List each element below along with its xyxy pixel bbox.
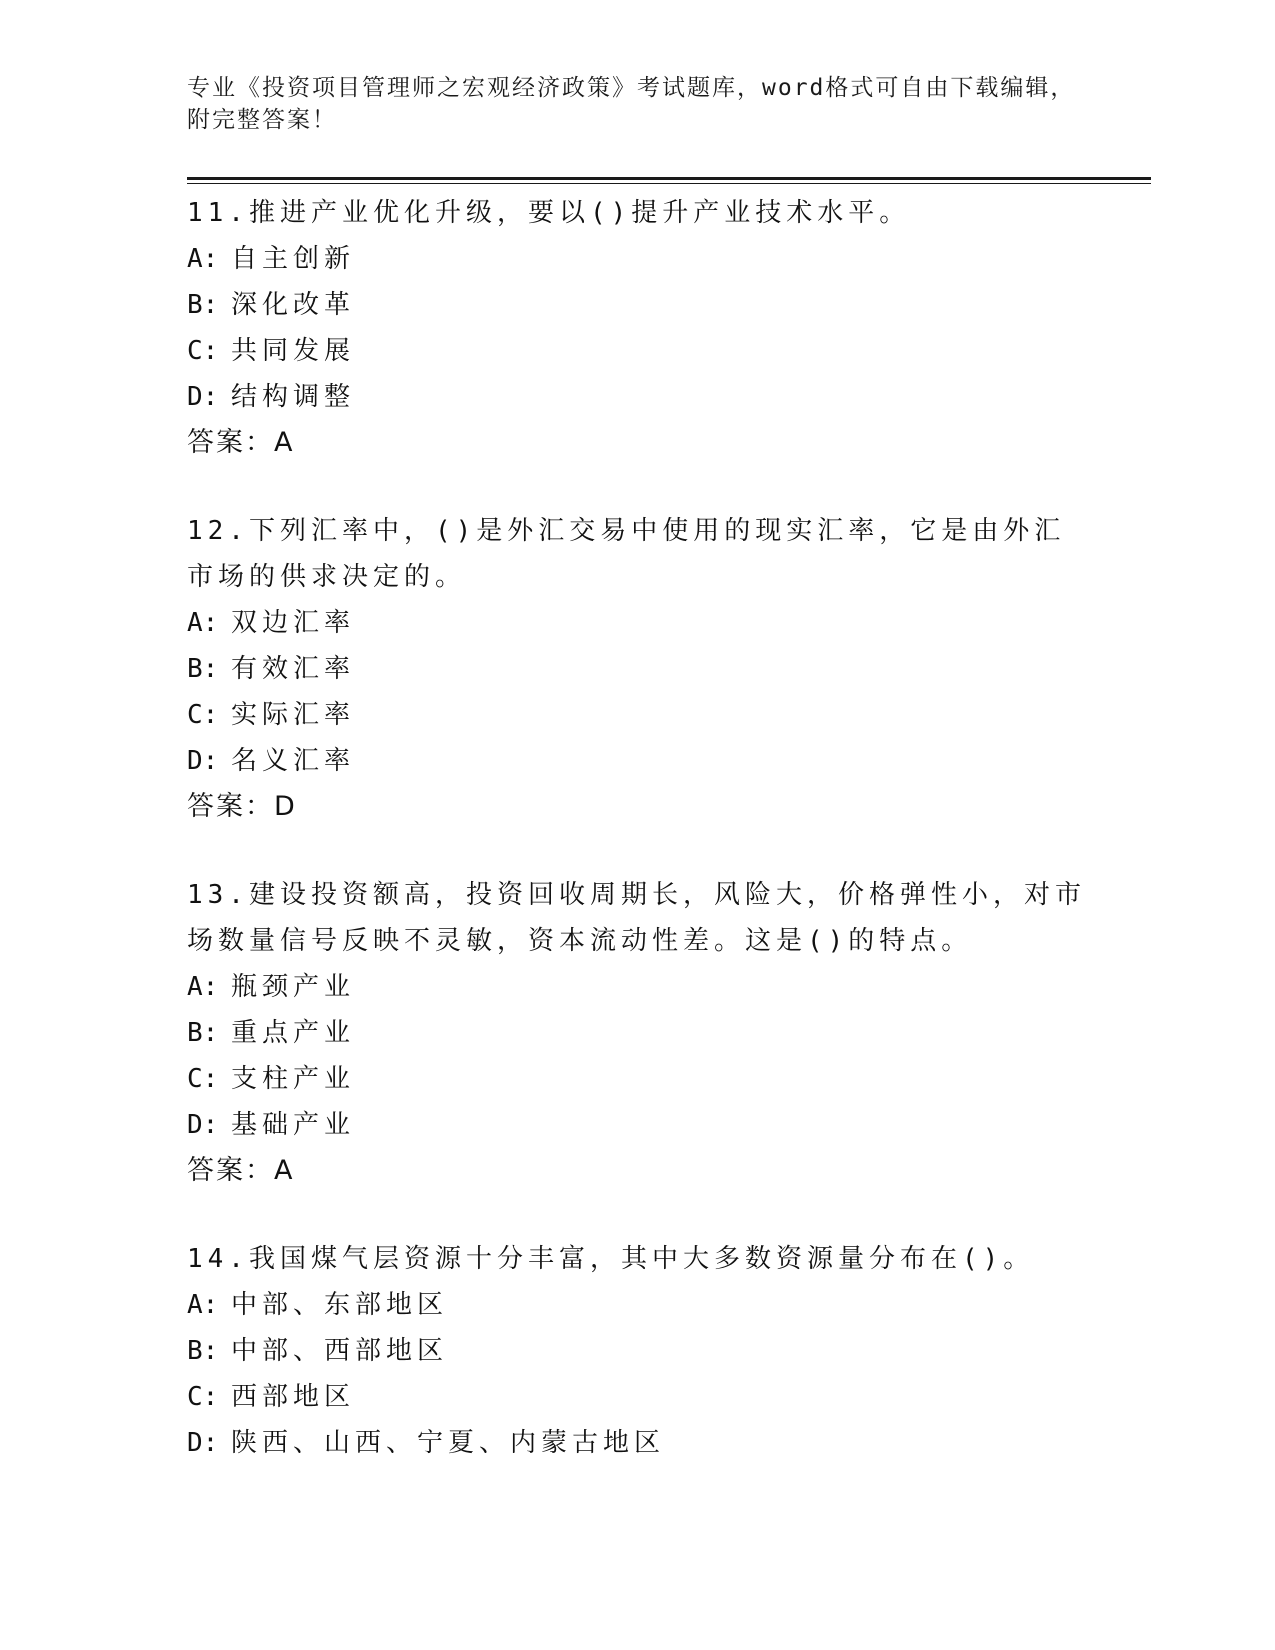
option-a <box>187 964 1087 1010</box>
question-13 <box>187 872 1087 1194</box>
answer-line: 答案：A <box>187 1155 295 1186</box>
question-11 <box>187 190 1087 466</box>
option-text: 深化改革 <box>231 290 356 320</box>
option-text: 有效汇率 <box>231 654 356 684</box>
option-letter: D: <box>187 1428 219 1458</box>
option-letter: D: <box>187 382 219 412</box>
option-letter: B: <box>187 1336 219 1366</box>
option-b <box>187 1010 1087 1056</box>
option-a <box>187 236 1087 282</box>
option-text: 西部地区 <box>231 1382 356 1412</box>
option-text: 双边汇率 <box>231 608 356 638</box>
option-text: 基础产业 <box>231 1110 356 1140</box>
option-letter: B: <box>187 290 219 320</box>
answer-line: 答案：A <box>187 427 295 458</box>
option-b <box>187 646 1087 692</box>
option-text: 自主创新 <box>231 244 356 274</box>
option-c <box>187 692 1087 738</box>
option-text: 瓶颈产业 <box>231 972 356 1002</box>
header-line-1: 专业《投资项目管理师之宏观经济政策》考试题库，word格式可自由下载编辑， <box>187 75 1076 101</box>
option-text: 实际汇率 <box>231 700 356 730</box>
option-text: 支柱产业 <box>231 1064 356 1094</box>
option-b <box>187 1328 1087 1374</box>
document-header <box>187 72 1087 136</box>
question-12 <box>187 508 1087 830</box>
option-text: 结构调整 <box>231 382 356 412</box>
option-d <box>187 1420 1087 1466</box>
option-letter: C: <box>187 700 219 730</box>
question-14 <box>187 1236 1087 1466</box>
option-letter: A: <box>187 244 219 274</box>
answer-line: 答案：D <box>187 791 297 822</box>
option-letter: A: <box>187 608 219 638</box>
option-text: 陕西、山西、宁夏、内蒙古地区 <box>231 1428 666 1458</box>
header-rule-thin <box>187 183 1151 184</box>
option-text: 中部、西部地区 <box>231 1336 449 1366</box>
question-stem: 13.建设投资额高，投资回收周期长，风险大，价格弹性小，对市场数量信号反映不灵敏，资本流动性差。这是()的特点。 <box>187 880 1086 956</box>
question-stem: 14.我国煤气层资源十分丰富，其中大多数资源量分布在()。 <box>187 1244 1035 1274</box>
option-letter: C: <box>187 1382 219 1412</box>
option-d <box>187 1102 1087 1148</box>
option-text: 名义汇率 <box>231 746 356 776</box>
option-c <box>187 1056 1087 1102</box>
option-text: 中部、东部地区 <box>231 1290 449 1320</box>
option-letter: C: <box>187 336 219 366</box>
option-d <box>187 738 1087 784</box>
option-letter: D: <box>187 746 219 776</box>
option-b <box>187 282 1087 328</box>
question-stem: 12.下列汇率中，()是外汇交易中使用的现实汇率，它是由外汇市场的供求决定的。 <box>187 516 1066 592</box>
option-a <box>187 1282 1087 1328</box>
option-c <box>187 1374 1087 1420</box>
option-d <box>187 374 1087 420</box>
option-letter: B: <box>187 1018 219 1048</box>
option-letter: C: <box>187 1064 219 1094</box>
option-letter: A: <box>187 1290 219 1320</box>
option-letter: D: <box>187 1110 219 1140</box>
option-c <box>187 328 1087 374</box>
option-text: 共同发展 <box>231 336 356 366</box>
question-list <box>187 190 1087 1508</box>
header-line-2: 附完整答案！ <box>187 107 337 133</box>
question-stem: 11.推进产业优化升级，要以()提升产业技术水平。 <box>187 198 911 228</box>
option-text: 重点产业 <box>231 1018 356 1048</box>
header-rule-thick <box>187 177 1151 180</box>
option-letter: A: <box>187 972 219 1002</box>
option-letter: B: <box>187 654 219 684</box>
option-a <box>187 600 1087 646</box>
